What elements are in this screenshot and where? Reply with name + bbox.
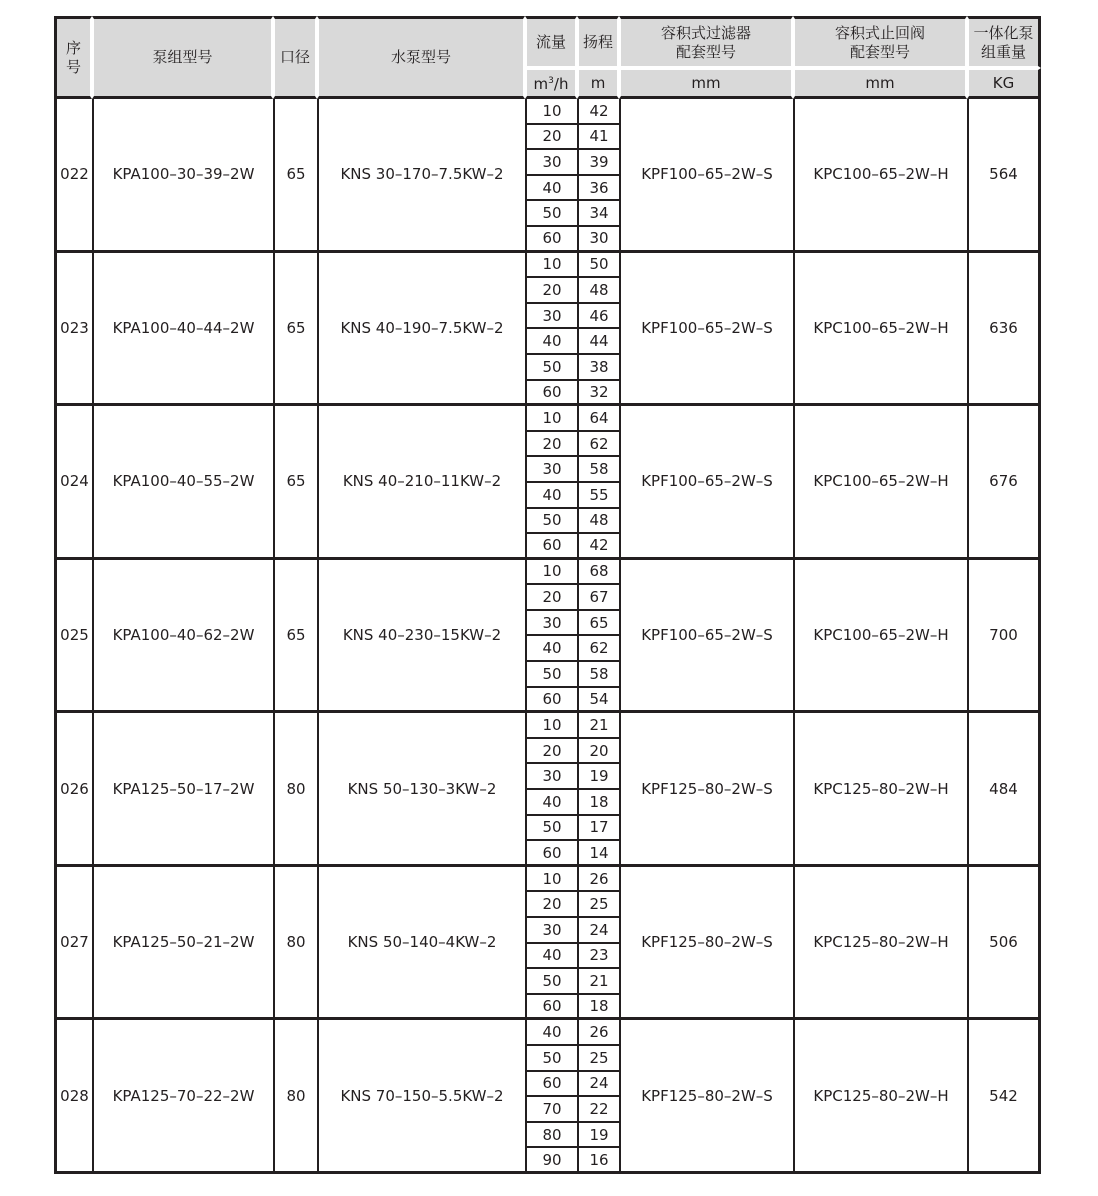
head-cell: 21 <box>577 713 619 739</box>
weight-cell: 676 <box>967 406 1041 560</box>
weight-cell: 542 <box>967 1020 1041 1174</box>
header-filter <box>619 16 793 68</box>
head-cell: 38 <box>577 355 619 381</box>
flow-cell: 40 <box>525 176 577 202</box>
seq-cell: 028 <box>54 1020 92 1174</box>
header-weight-line2: 组重量 <box>980 42 1026 61</box>
caliber-cell: 65 <box>273 253 317 407</box>
head-cell: 65 <box>577 611 619 637</box>
caliber-cell: 80 <box>273 867 317 1021</box>
head-cell: 39 <box>577 150 619 176</box>
flow-cell: 30 <box>525 304 577 330</box>
pump-spec-table <box>54 16 1041 1174</box>
flow-cell: 40 <box>525 790 577 816</box>
head-cell: 26 <box>577 1020 619 1046</box>
head-cell: 42 <box>577 534 619 560</box>
flow-cell: 50 <box>525 816 577 842</box>
flow-cell: 10 <box>525 867 577 893</box>
head-cell: 58 <box>577 662 619 688</box>
flow-cell: 40 <box>525 329 577 355</box>
unit-model-cell: KPA100–40–44–2W <box>92 253 273 407</box>
flow-cell: 50 <box>525 509 577 535</box>
flow-cell: 40 <box>525 636 577 662</box>
filter-model-cell: KPF100–65–2W–S <box>619 99 793 253</box>
head-cell: 55 <box>577 483 619 509</box>
head-cell: 48 <box>577 278 619 304</box>
header-pump-model: 水泵型号 <box>317 16 525 99</box>
table-row <box>54 867 1041 893</box>
unit-model-cell: KPA100–40–55–2W <box>92 406 273 560</box>
seq-cell: 025 <box>54 560 92 714</box>
unit-weight: KG <box>967 68 1041 99</box>
flow-cell: 70 <box>525 1097 577 1123</box>
flow-cell: 60 <box>525 227 577 253</box>
head-cell: 19 <box>577 1123 619 1149</box>
flow-cell: 20 <box>525 278 577 304</box>
head-cell: 32 <box>577 381 619 407</box>
flow-cell: 20 <box>525 432 577 458</box>
head-cell: 64 <box>577 406 619 432</box>
head-cell: 34 <box>577 201 619 227</box>
header-unit-model: 泵组型号 <box>92 16 273 99</box>
table-row <box>54 99 1041 125</box>
seq-cell: 024 <box>54 406 92 560</box>
head-cell: 30 <box>577 227 619 253</box>
unit-flow <box>525 68 577 99</box>
header-filter-line2: 配套型号 <box>675 42 736 61</box>
weight-cell: 636 <box>967 253 1041 407</box>
flow-cell: 30 <box>525 764 577 790</box>
filter-model-cell: KPF125–80–2W–S <box>619 867 793 1021</box>
pump-model-cell: KNS 40–230–15KW–2 <box>317 560 525 714</box>
pump-model-cell: KNS 70–150–5.5KW–2 <box>317 1020 525 1174</box>
pump-model-cell: KNS 50–140–4KW–2 <box>317 867 525 1021</box>
caliber-cell: 80 <box>273 713 317 867</box>
flow-cell: 20 <box>525 739 577 765</box>
flow-cell: 90 <box>525 1148 577 1174</box>
head-cell: 67 <box>577 585 619 611</box>
head-cell: 62 <box>577 432 619 458</box>
flow-cell: 60 <box>525 1072 577 1098</box>
filter-model-cell: KPF100–65–2W–S <box>619 406 793 560</box>
header-seq <box>54 16 92 99</box>
table-row <box>54 1020 1041 1046</box>
header-valve-line2: 配套型号 <box>849 42 910 61</box>
flow-cell: 40 <box>525 1020 577 1046</box>
flow-cell: 30 <box>525 918 577 944</box>
flow-cell: 40 <box>525 483 577 509</box>
flow-cell: 50 <box>525 355 577 381</box>
header-seq-text: 序号 <box>65 38 81 76</box>
flow-cell: 30 <box>525 611 577 637</box>
weight-cell: 506 <box>967 867 1041 1021</box>
head-cell: 46 <box>577 304 619 330</box>
filter-model-cell: KPF125–80–2W–S <box>619 713 793 867</box>
flow-cell: 10 <box>525 713 577 739</box>
head-cell: 24 <box>577 1072 619 1098</box>
unit-head: m <box>577 68 619 99</box>
head-cell: 54 <box>577 688 619 714</box>
seq-cell: 022 <box>54 99 92 253</box>
flow-cell: 30 <box>525 457 577 483</box>
valve-model-cell: KPC125–80–2W–H <box>793 713 967 867</box>
valve-model-cell: KPC100–65–2W–H <box>793 406 967 560</box>
valve-model-cell: KPC125–80–2W–H <box>793 867 967 1021</box>
pump-model-cell: KNS 50–130–3KW–2 <box>317 713 525 867</box>
head-cell: 36 <box>577 176 619 202</box>
head-cell: 21 <box>577 969 619 995</box>
header-valve <box>793 16 967 68</box>
valve-model-cell: KPC100–65–2W–H <box>793 253 967 407</box>
table-row <box>54 253 1041 279</box>
unit-valve: mm <box>793 68 967 99</box>
head-cell: 48 <box>577 509 619 535</box>
flow-cell: 80 <box>525 1123 577 1149</box>
flow-cell: 60 <box>525 534 577 560</box>
table-row <box>54 560 1041 586</box>
caliber-cell: 65 <box>273 560 317 714</box>
weight-cell: 484 <box>967 713 1041 867</box>
unit-flow-sup: 3 <box>548 76 554 86</box>
header-weight <box>967 16 1041 68</box>
table-row <box>54 406 1041 432</box>
flow-cell: 60 <box>525 841 577 867</box>
unit-model-cell: KPA100–40–62–2W <box>92 560 273 714</box>
head-cell: 18 <box>577 995 619 1021</box>
head-cell: 26 <box>577 867 619 893</box>
flow-cell: 50 <box>525 1046 577 1072</box>
header-valve-line1: 容积式止回阀 <box>834 23 925 42</box>
unit-model-cell: KPA125–70–22–2W <box>92 1020 273 1174</box>
weight-cell: 700 <box>967 560 1041 714</box>
unit-model-cell: KPA125–50–17–2W <box>92 713 273 867</box>
head-cell: 58 <box>577 457 619 483</box>
header-filter-line1: 容积式过滤器 <box>660 23 751 42</box>
head-cell: 17 <box>577 816 619 842</box>
head-cell: 18 <box>577 790 619 816</box>
valve-model-cell: KPC125–80–2W–H <box>793 1020 967 1174</box>
head-cell: 41 <box>577 125 619 151</box>
flow-cell: 10 <box>525 253 577 279</box>
flow-cell: 20 <box>525 125 577 151</box>
pump-model-cell: KNS 40–210–11KW–2 <box>317 406 525 560</box>
flow-cell: 20 <box>525 585 577 611</box>
head-cell: 14 <box>577 841 619 867</box>
unit-model-cell: KPA125–50–21–2W <box>92 867 273 1021</box>
flow-cell: 50 <box>525 662 577 688</box>
header-weight-line1: 一体化泵 <box>973 23 1034 42</box>
caliber-cell: 80 <box>273 1020 317 1174</box>
head-cell: 50 <box>577 253 619 279</box>
head-cell: 23 <box>577 944 619 970</box>
flow-cell: 60 <box>525 995 577 1021</box>
head-cell: 24 <box>577 918 619 944</box>
flow-cell: 30 <box>525 150 577 176</box>
filter-model-cell: KPF125–80–2W–S <box>619 1020 793 1174</box>
flow-cell: 10 <box>525 99 577 125</box>
head-cell: 25 <box>577 892 619 918</box>
flow-cell: 20 <box>525 892 577 918</box>
weight-cell: 564 <box>967 99 1041 253</box>
head-cell: 42 <box>577 99 619 125</box>
unit-model-cell: KPA100–30–39–2W <box>92 99 273 253</box>
header-caliber: 口径 <box>273 16 317 99</box>
valve-model-cell: KPC100–65–2W–H <box>793 560 967 714</box>
head-cell: 19 <box>577 764 619 790</box>
flow-cell: 40 <box>525 944 577 970</box>
filter-model-cell: KPF100–65–2W–S <box>619 560 793 714</box>
valve-model-cell: KPC100–65–2W–H <box>793 99 967 253</box>
seq-cell: 027 <box>54 867 92 1021</box>
head-cell: 62 <box>577 636 619 662</box>
head-cell: 20 <box>577 739 619 765</box>
pump-model-cell: KNS 40–190–7.5KW–2 <box>317 253 525 407</box>
table-row <box>54 713 1041 739</box>
table-body <box>54 99 1041 1174</box>
flow-cell: 60 <box>525 381 577 407</box>
head-cell: 44 <box>577 329 619 355</box>
unit-filter: mm <box>619 68 793 99</box>
caliber-cell: 65 <box>273 99 317 253</box>
head-cell: 22 <box>577 1097 619 1123</box>
caliber-cell: 65 <box>273 406 317 560</box>
filter-model-cell: KPF100–65–2W–S <box>619 253 793 407</box>
flow-cell: 60 <box>525 688 577 714</box>
header-head: 扬程 <box>577 16 619 68</box>
unit-flow-tail: /h <box>553 75 569 93</box>
head-cell: 25 <box>577 1046 619 1072</box>
pump-model-cell: KNS 30–170–7.5KW–2 <box>317 99 525 253</box>
flow-cell: 50 <box>525 969 577 995</box>
head-cell: 16 <box>577 1148 619 1174</box>
flow-cell: 50 <box>525 201 577 227</box>
head-cell: 68 <box>577 560 619 586</box>
flow-cell: 10 <box>525 406 577 432</box>
seq-cell: 026 <box>54 713 92 867</box>
seq-cell: 023 <box>54 253 92 407</box>
unit-flow-base: m <box>533 75 549 93</box>
header-flow: 流量 <box>525 16 577 68</box>
flow-cell: 10 <box>525 560 577 586</box>
